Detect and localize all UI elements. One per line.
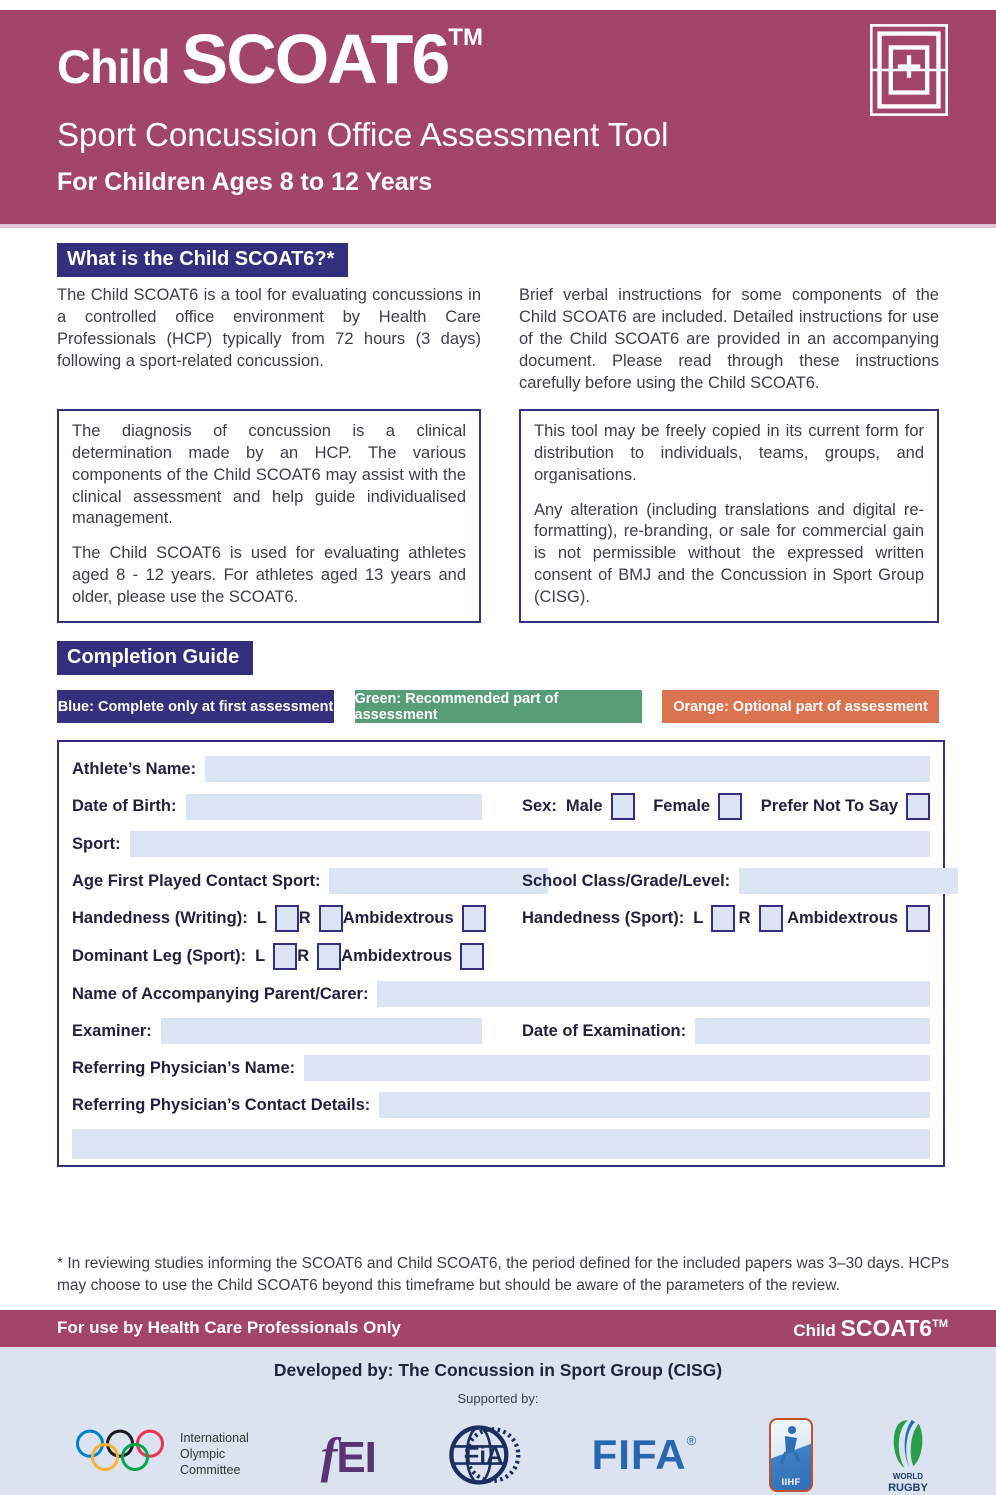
supporter-logos-row [70,1416,931,1494]
section-heading-what-is: What is the Child SCOAT6?* [57,243,348,277]
contact-details-continued-input[interactable] [72,1129,930,1159]
info-box-copyright [519,409,939,624]
date-of-birth-label: Date of Birth: [72,797,177,816]
handedness-sport-ambi-checkbox[interactable] [906,905,930,932]
header-bottom-strip [0,224,996,228]
dominant-leg-left-label: L [255,947,266,966]
handedness-writing-right-label: R [298,909,311,928]
sex-label: Sex: [522,797,557,816]
developed-by-text: Developed by: The Concussion in Sport Group (CISG) [273,1359,723,1380]
world-rugby-ball-icon [885,1416,931,1472]
examiner-input[interactable] [161,1018,482,1044]
referring-physician-name-label: Referring Physician’s Name: [72,1058,296,1077]
svg-text:FiA: FiA [464,1442,504,1470]
sex-prefer-not-label: Prefer Not To Say [760,797,898,816]
school-class-input[interactable] [739,868,958,894]
fifa-logo [592,1431,698,1479]
handedness-writing-ambi-checkbox[interactable] [462,905,486,932]
page-title [57,20,996,98]
header-banner [0,10,996,224]
handedness-writing-right-checkbox[interactable] [319,905,343,932]
dominant-leg-ambi-checkbox[interactable] [460,943,484,970]
fifa-wordmark: FIFA® [591,1430,698,1478]
iihf-badge-icon: IIHF [769,1418,813,1492]
intro-paragraph-right: Brief verbal instructions for some components of the Child SCOAT6 are included. Detailed instructions for use of the Child SCOAT6 are provided in an accompanying document. Please read through these instructions carefully before using the Child SCOAT6. [519,286,939,392]
alteration-paragraph: Any alteration (including translations and digital re-formatting), re-branding, or sale for commercial gain is not permissible without the expressed written consent of BMJ and the Concussion in Sport Group (CISG). [534,500,924,607]
athlete-details-form [57,740,945,1167]
parent-carer-input[interactable] [377,981,930,1007]
completion-legend [57,690,939,723]
title-trademark: TM [448,24,483,51]
handedness-writing-label: Handedness (Writing): [72,909,248,928]
hcp-only-text: For use by Health Care Professionals Only [57,1318,401,1338]
sport-input[interactable] [130,831,930,857]
iihf-logo [769,1418,813,1492]
review-footnote: * In reviewing studies informing the SCOAT6 and Child SCOAT6, the period defined for the included papers was 3–30 days. HCPs may choose to use the Child SCOAT6 beyond this timeframe but should be aware of the parameters of the review. [57,1255,950,1294]
age-first-played-label: Age First Played Contact Sport: [72,871,321,890]
sex-female-checkbox[interactable] [718,793,742,820]
legend-green-recommended: Green: Recommended part of assessment [355,690,642,723]
title-child: Child [57,40,182,93]
legend-orange-optional: Orange: Optional part of assessment [662,690,939,723]
info-box-diagnosis [57,409,481,624]
handedness-sport-label: Handedness (Sport): [522,909,685,928]
copy-permission-paragraph: This tool may be freely copied in its current form for distribution to individuals, teams, groups, and organisations. [534,421,924,484]
olympic-rings-icon [70,1423,170,1486]
sex-prefer-not-checkbox[interactable] [906,793,930,820]
section-heading-completion-guide: Completion Guide [57,641,253,675]
header-age-range: For Children Ages 8 to 12 Years [57,168,433,196]
header-subtitle: Sport Concussion Office Assessment Tool [57,116,669,153]
referring-physician-contact-input[interactable] [379,1092,930,1118]
world-rugby-logo [885,1416,931,1494]
sex-male-label: Male [565,797,603,816]
supported-by-text: Supported by: [457,1390,539,1406]
handedness-sport-left-checkbox[interactable] [711,905,735,932]
footer-brand: Child SCOAT6™ [793,1314,948,1341]
world-rugby-label: WORLD RUGBY [888,1471,928,1494]
handedness-sport-right-checkbox[interactable] [759,905,783,932]
sport-label: Sport: [72,834,121,853]
sex-male-checkbox[interactable] [611,793,635,820]
page [0,10,996,1494]
date-of-birth-input[interactable] [186,794,483,820]
ioc-label: International Olympic Committee [180,1431,249,1477]
athlete-name-input[interactable] [205,756,930,782]
parent-carer-label: Name of Accompanying Parent/Carer: [72,984,369,1003]
sex-female-label: Female [653,797,711,816]
exam-date-input[interactable] [695,1018,930,1044]
fei-logo-icon: fEI [320,1426,376,1483]
diagnosis-paragraph: The diagnosis of concussion is a clinical determination made by an HCP. The various components of the Child SCOAT6 may assist with the clinical assessment and help guide individualised management. [72,421,466,528]
handedness-writing-left-label: L [256,909,267,928]
supporters-footer [0,1347,996,1495]
handedness-sport-left-label: L [693,909,704,928]
age-usage-paragraph: The Child SCOAT6 is used for evaluating athletes aged 8 - 12 years. For athletes aged 13 years and older, please use the SCOAT6. [72,544,466,607]
legend-blue-first-assessment: Blue: Complete only at first assessment [57,690,334,723]
dominant-leg-right-label: R [297,947,310,966]
athlete-name-label: Athlete’s Name: [72,759,197,778]
dominant-leg-left-checkbox[interactable] [273,943,297,970]
handedness-sport-right-label: R [738,909,751,928]
handedness-sport-ambi-label: Ambidextrous [787,909,898,928]
fia-logo [448,1422,520,1488]
handedness-writing-ambi-label: Ambidextrous [342,909,454,928]
age-first-played-input[interactable] [329,868,548,894]
exam-date-label: Date of Examination: [522,1021,687,1040]
ioc-logo [70,1423,249,1486]
dominant-leg-label: Dominant Leg (Sport): [72,947,247,966]
school-class-label: School Class/Grade/Level: [522,871,731,890]
fia-globe-icon [448,1422,520,1488]
intro-paragraph-left: The Child SCOAT6 is a tool for evaluating concussions in a controlled office environment by Health Care Professionals (HCP) typically from 72 hours (3 days) following a sport-related concussion. [57,286,481,370]
fei-logo [321,1426,376,1484]
referring-physician-contact-label: Referring Physician’s Contact Details: [72,1095,371,1114]
examiner-label: Examiner: [72,1021,152,1040]
hcp-footer-bar [0,1310,996,1347]
handedness-writing-left-checkbox[interactable] [275,905,299,932]
title-scoat6: SCOAT6 [181,20,449,98]
dominant-leg-ambi-label: Ambidextrous [341,947,453,966]
dominant-leg-right-checkbox[interactable] [317,943,341,970]
cisg-concussion-logo-icon [870,24,948,121]
referring-physician-name-input[interactable] [304,1055,930,1081]
